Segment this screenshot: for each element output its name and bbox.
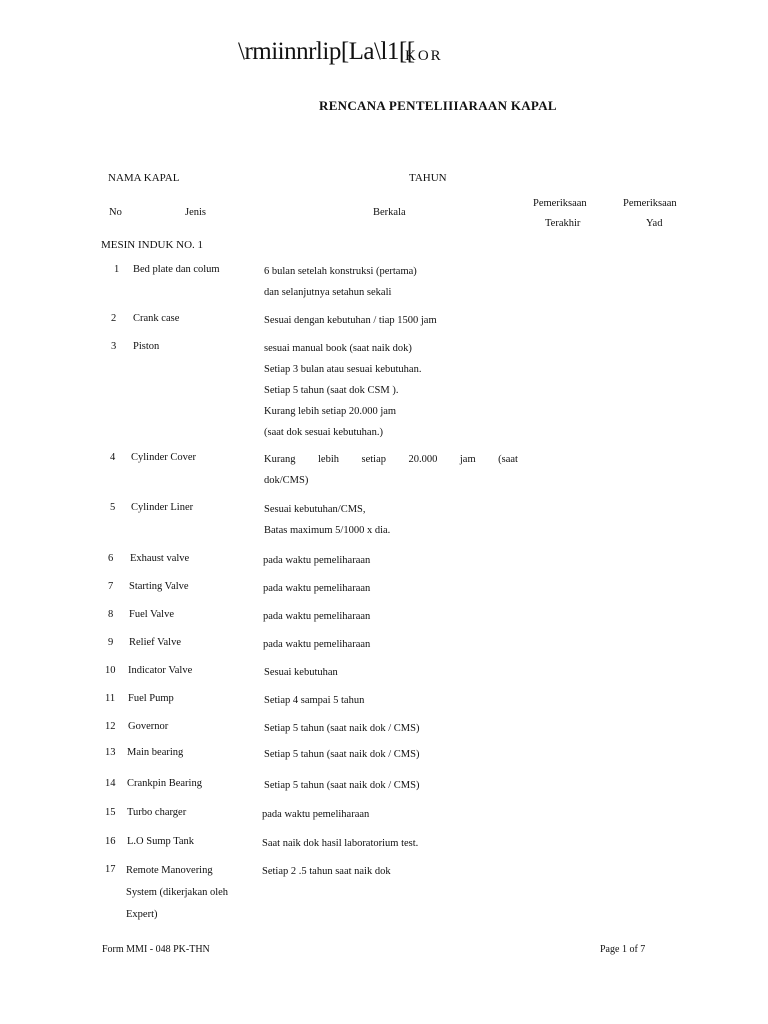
table-row bbox=[0, 341, 768, 438]
item-jenis: Governor bbox=[128, 721, 169, 732]
page-number: Page 1 of 7 bbox=[600, 944, 646, 955]
item-berkala: pada waktu pemeliharaan bbox=[263, 611, 371, 622]
item-berkala: pada waktu pemeliharaan bbox=[263, 639, 371, 650]
item-number: 11 bbox=[105, 693, 116, 704]
column-header-no: No bbox=[109, 207, 122, 218]
item-berkala: pada waktu pemeliharaan bbox=[263, 583, 371, 594]
item-number: 8 bbox=[108, 609, 114, 620]
table-row bbox=[0, 452, 768, 486]
item-jenis: Fuel Valve bbox=[129, 609, 175, 620]
item-berkala: pada waktu pemeliharaan bbox=[263, 555, 371, 566]
item-jenis: L.O Sump Tank bbox=[127, 836, 195, 847]
item-number: 3 bbox=[111, 341, 117, 352]
nama-kapal-label: NAMA KAPAL bbox=[108, 172, 180, 184]
item-berkala: Setiap 5 tahun (saat naik dok / CMS) bbox=[264, 723, 420, 734]
column-header-yad-line2: Yad bbox=[646, 218, 663, 229]
item-jenis: Crank case bbox=[133, 313, 180, 324]
table-row bbox=[0, 313, 768, 326]
item-jenis: Piston bbox=[133, 341, 160, 352]
item-number: 13 bbox=[105, 747, 116, 758]
table-row bbox=[0, 553, 768, 566]
item-jenis: Turbo charger bbox=[127, 807, 187, 818]
item-number: 6 bbox=[108, 553, 114, 564]
item-berkala: 6 bulan setelah konstruksi (pertama) dan selanjutnya setahun sekali bbox=[264, 266, 417, 298]
item-number: 12 bbox=[105, 721, 116, 732]
item-number: 4 bbox=[110, 452, 116, 463]
table-row bbox=[0, 502, 768, 536]
item-jenis: Fuel Pump bbox=[128, 693, 174, 704]
column-header-jenis: Jenis bbox=[185, 207, 206, 218]
company-logo-suffix: KOR bbox=[405, 48, 443, 64]
item-jenis: Cylinder Liner bbox=[131, 502, 194, 513]
item-jenis: Remote Manovering System (dikerjakan oleh Expert) bbox=[126, 865, 229, 920]
item-berkala: pada waktu pemeliharaan bbox=[262, 809, 370, 820]
item-jenis: Bed plate dan colum bbox=[133, 264, 220, 275]
tahun-label: TAHUN bbox=[409, 172, 447, 184]
column-header-terakhir-line1: Pemeriksaan bbox=[533, 198, 587, 209]
company-logo-text: \rmiinnrlip[La\l1[[ bbox=[238, 38, 415, 65]
item-berkala: Saat naik dok hasil laboratorium test. bbox=[262, 838, 419, 849]
item-berkala: sesuai manual book (saat naik dok) Setiap 3 bulan atau sesuai kebutuhan. Setiap 5 tahun (saat dok CSM ). Kurang lebih setiap 20.000 jam (saat dok sesuai kebutuhan.) bbox=[264, 343, 422, 438]
item-jenis: Starting Valve bbox=[129, 581, 189, 592]
item-berkala: Sesuai kebutuhan/CMS, Batas maximum 5/1000 x dia. bbox=[264, 504, 391, 536]
table-row bbox=[0, 807, 768, 820]
item-number: 2 bbox=[111, 313, 117, 324]
item-number: 10 bbox=[105, 665, 116, 676]
item-jenis: Indicator Valve bbox=[128, 665, 193, 676]
item-jenis: Crankpin Bearing bbox=[127, 778, 202, 789]
table-row bbox=[0, 264, 768, 298]
item-jenis: Cylinder Cover bbox=[131, 452, 197, 463]
item-berkala: Setiap 5 tahun (saat naik dok / CMS) bbox=[264, 780, 420, 791]
table-row bbox=[0, 581, 768, 594]
item-number: 15 bbox=[105, 807, 116, 818]
form-number: Form MMI - 048 PK-THN bbox=[102, 944, 210, 955]
item-jenis: Exhaust valve bbox=[130, 553, 190, 564]
item-berkala: Setiap 5 tahun (saat naik dok / CMS) bbox=[264, 749, 420, 760]
item-number: 16 bbox=[105, 836, 116, 847]
column-header-berkala: Berkala bbox=[373, 207, 406, 218]
table-row bbox=[0, 778, 768, 791]
table-row bbox=[0, 609, 768, 622]
item-number: 17 bbox=[105, 864, 116, 875]
item-number: 7 bbox=[108, 581, 114, 592]
table-row bbox=[0, 693, 768, 706]
table-row bbox=[0, 864, 768, 920]
item-number: 5 bbox=[110, 502, 116, 513]
table-row bbox=[0, 721, 768, 734]
item-berkala: Kurang lebih setiap 20.000 jam (saat dok/CMS) bbox=[264, 454, 518, 486]
column-header-terakhir-line2: Terakhir bbox=[545, 218, 581, 229]
section-heading: MESIN INDUK NO. 1 bbox=[101, 239, 204, 251]
document-title: RENCANA PENTELIIIARAAN KAPAL bbox=[319, 98, 557, 113]
column-header-yad-line1: Pemeriksaan bbox=[623, 198, 677, 209]
item-berkala: Setiap 2 .5 tahun saat naik dok bbox=[262, 866, 391, 877]
item-jenis: Relief Valve bbox=[129, 637, 181, 648]
item-number: 9 bbox=[108, 637, 114, 648]
item-berkala: Sesuai kebutuhan bbox=[264, 667, 338, 678]
item-berkala: Setiap 4 sampai 5 tahun bbox=[264, 695, 365, 706]
table-row bbox=[0, 637, 768, 650]
table-row bbox=[0, 665, 768, 678]
item-berkala: Sesuai dengan kebutuhan / tiap 1500 jam bbox=[264, 315, 437, 326]
table-row bbox=[0, 747, 768, 760]
item-number: 14 bbox=[105, 778, 116, 789]
item-jenis: Main bearing bbox=[127, 747, 184, 758]
item-number: 1 bbox=[114, 264, 120, 275]
table-row bbox=[0, 836, 768, 849]
